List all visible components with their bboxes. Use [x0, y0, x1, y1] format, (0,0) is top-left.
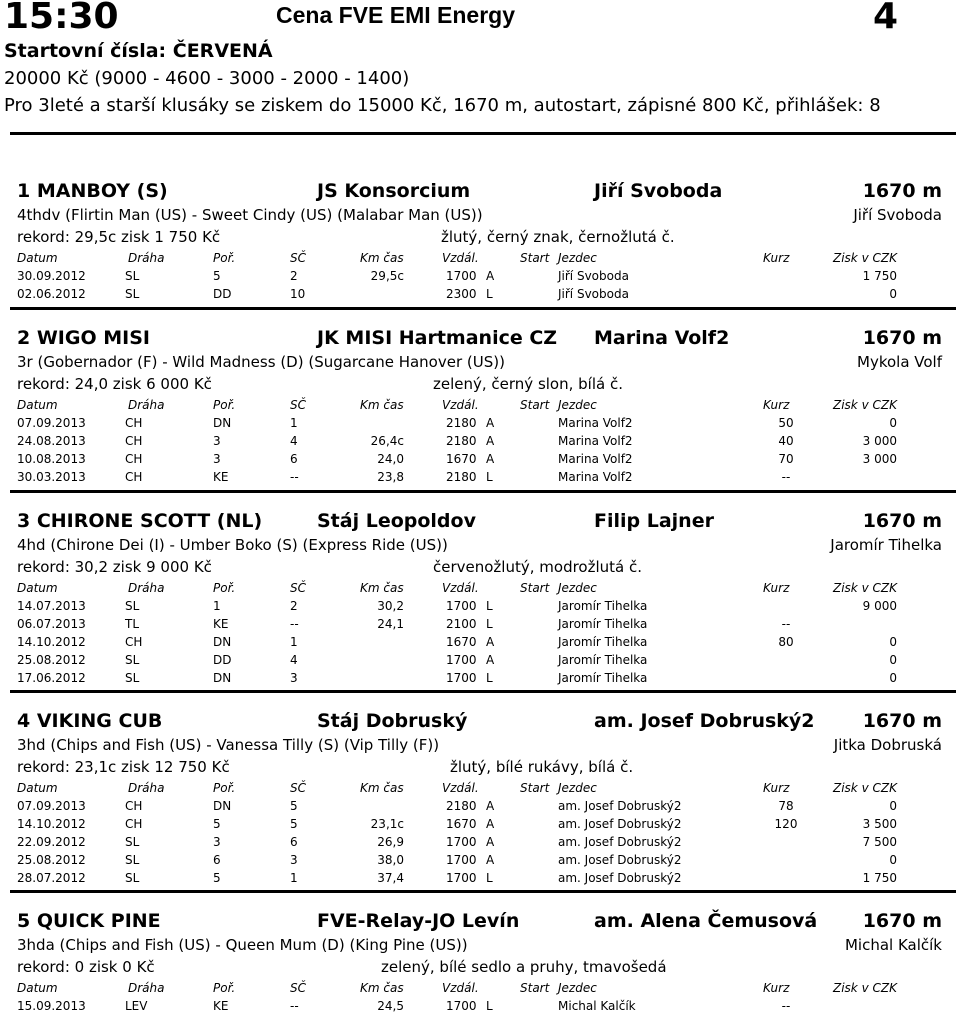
table-cell: 3 [290, 671, 298, 685]
table-cell: 1700 [446, 871, 477, 885]
start-numbers: Startovní čísla: ČERVENÁ [4, 40, 273, 62]
table-cell: 29,5c [370, 269, 404, 283]
table-cell: 26,4c [370, 434, 404, 448]
table-cell: DN [213, 799, 232, 813]
column-header: Datum [17, 581, 58, 595]
table-cell: 1700 [446, 835, 477, 849]
column-header: Km čas [360, 781, 404, 795]
table-cell: 0 [889, 635, 897, 649]
table-cell: -- [290, 617, 299, 631]
table-cell: 2180 [446, 799, 477, 813]
table-cell: 02.06.2012 [17, 287, 86, 301]
table-cell: 3 [290, 853, 298, 867]
table-cell: 6 [290, 452, 298, 466]
entry-title-line [0, 180, 960, 206]
table-cell: 1 [290, 416, 298, 430]
table-row [0, 835, 960, 853]
column-header: Km čas [360, 251, 404, 265]
trainer-name: Filip Lajner [594, 510, 714, 532]
column-header: Datum [17, 398, 58, 412]
column-header: Poř. [213, 781, 236, 795]
form-table-header [0, 251, 960, 269]
table-cell: 30.03.2013 [17, 470, 86, 484]
horse-name: 4 VIKING CUB [17, 710, 163, 732]
table-cell: Marina Volf2 [558, 452, 633, 466]
table-cell: -- [290, 470, 299, 484]
table-cell: 40 [778, 434, 794, 448]
racing-colors: žlutý, bílé rukávy, bílá č. [450, 758, 634, 776]
column-header: Dráha [128, 981, 165, 995]
table-cell: L [486, 287, 493, 301]
table-cell: -- [781, 470, 791, 484]
entry-record-line [0, 758, 960, 780]
horse-name: 5 QUICK PINE [17, 910, 161, 932]
race-distance: 1670 m [862, 180, 942, 202]
entry-record-line [0, 375, 960, 397]
column-header: Zisk v CZK [833, 781, 897, 795]
table-cell: A [486, 835, 495, 849]
table-cell: 3 000 [862, 434, 897, 448]
table-cell: 1 [290, 871, 298, 885]
horse-name: 1 MANBOY (S) [17, 180, 168, 202]
table-cell: 0 [889, 287, 897, 301]
trainer-name: am. Alena Čemusová [594, 910, 818, 932]
table-cell: 17.06.2012 [17, 671, 86, 685]
table-cell: 28.07.2012 [17, 871, 86, 885]
table-cell: CH [125, 470, 143, 484]
entry-title-line [0, 910, 960, 936]
table-cell: 0 [889, 799, 897, 813]
table-cell: 1700 [446, 853, 477, 867]
table-cell: 0 [889, 416, 897, 430]
owner-name: FVE-Relay-JO Levín [317, 910, 520, 932]
trainer-name: Marina Volf2 [594, 327, 730, 349]
table-cell: 23,8 [377, 470, 404, 484]
column-header: Dráha [128, 581, 165, 595]
table-cell: KE [213, 999, 229, 1013]
pedigree: 3r (Gobernador (F) - Wild Madness (D) (Sugarcane Hanover (US)) [17, 353, 505, 371]
table-cell: 0 [889, 671, 897, 685]
table-cell: 30,2 [377, 599, 404, 613]
entry-title-line [0, 327, 960, 353]
table-cell: 2 [290, 269, 298, 283]
table-cell: 0 [889, 853, 897, 867]
table-cell: DN [213, 671, 232, 685]
table-cell: L [486, 599, 493, 613]
table-cell: A [486, 653, 495, 667]
table-cell: 2180 [446, 434, 477, 448]
table-cell: 3 [213, 835, 221, 849]
column-header: Jezdec [558, 581, 597, 595]
driver-name: Jitka Dobruská [833, 736, 942, 754]
table-cell: am. Josef Dobruský2 [558, 799, 682, 813]
table-cell: Jaromír Tihelka [558, 617, 648, 631]
table-cell: 38,0 [377, 853, 404, 867]
table-cell: 24.08.2013 [17, 434, 86, 448]
table-cell: 5 [213, 269, 221, 283]
table-cell: SL [125, 853, 140, 867]
column-header: Km čas [360, 581, 404, 595]
table-row [0, 269, 960, 287]
table-cell: A [486, 416, 495, 430]
column-header: Kurz [763, 981, 790, 995]
column-header: Kurz [763, 251, 790, 265]
table-cell: 1 750 [862, 871, 897, 885]
trainer-name: am. Josef Dobruský2 [594, 710, 815, 732]
entry-pedigree-line [0, 206, 960, 228]
record-earnings: rekord: 24,0 zisk 6 000 Kč [17, 375, 212, 393]
table-cell: CH [125, 799, 143, 813]
table-cell: SL [125, 269, 140, 283]
table-row [0, 671, 960, 689]
table-cell: 1700 [446, 999, 477, 1013]
column-header: SČ [290, 581, 306, 595]
column-header: Zisk v CZK [833, 581, 897, 595]
column-header: SČ [290, 251, 306, 265]
table-cell: 9 000 [862, 599, 897, 613]
table-cell: 2300 [446, 287, 477, 301]
table-cell: CH [125, 434, 143, 448]
table-cell: 24,1 [377, 617, 404, 631]
column-header: Kurz [763, 581, 790, 595]
table-cell: am. Josef Dobruský2 [558, 853, 682, 867]
column-header: Start [520, 781, 550, 795]
column-header: Vzdál. [442, 981, 479, 995]
column-header: Start [520, 581, 550, 595]
table-cell: am. Josef Dobruský2 [558, 871, 682, 885]
table-cell: A [486, 269, 495, 283]
table-cell: 3 [213, 452, 221, 466]
table-cell: 1670 [446, 452, 477, 466]
table-cell: 3 [213, 434, 221, 448]
table-cell: 5 [213, 871, 221, 885]
table-cell: 37,4 [377, 871, 404, 885]
table-cell: 14.10.2012 [17, 635, 86, 649]
racing-colors: červenožlutý, modrožlutá č. [433, 558, 643, 576]
table-cell: 50 [778, 416, 794, 430]
column-header: Km čas [360, 398, 404, 412]
race-distance: 1670 m [862, 510, 942, 532]
table-cell: L [486, 999, 493, 1013]
table-cell: Jaromír Tihelka [558, 599, 648, 613]
table-cell: 06.07.2013 [17, 617, 86, 631]
table-cell: 1670 [446, 635, 477, 649]
table-cell: L [486, 671, 493, 685]
race-distance: 1670 m [862, 710, 942, 732]
pedigree: 3hda (Chips and Fish (US) - Queen Mum (D) (King Pine (US)) [17, 936, 468, 954]
table-cell: 25.08.2012 [17, 853, 86, 867]
table-cell: A [486, 452, 495, 466]
entry-divider [10, 307, 956, 310]
column-header: Poř. [213, 251, 236, 265]
column-header: Zisk v CZK [833, 981, 897, 995]
column-header: SČ [290, 398, 306, 412]
record-earnings: rekord: 0 zisk 0 Kč [17, 958, 155, 976]
table-cell: 5 [290, 799, 298, 813]
table-cell: 1700 [446, 269, 477, 283]
table-cell: SL [125, 287, 140, 301]
header-divider [10, 132, 956, 135]
entry-pedigree-line [0, 536, 960, 558]
column-header: Kurz [763, 781, 790, 795]
race-distance: 1670 m [862, 910, 942, 932]
table-cell: 5 [213, 817, 221, 831]
column-header: Jezdec [558, 251, 597, 265]
table-cell: Marina Volf2 [558, 470, 633, 484]
table-cell: am. Josef Dobruský2 [558, 835, 682, 849]
column-header: Dráha [128, 398, 165, 412]
table-cell: DN [213, 635, 232, 649]
entry-pedigree-line [0, 353, 960, 375]
table-cell: 25.08.2012 [17, 653, 86, 667]
table-cell: SL [125, 871, 140, 885]
column-header: Vzdál. [442, 398, 479, 412]
table-cell: Jaromír Tihelka [558, 671, 648, 685]
table-cell: A [486, 799, 495, 813]
table-cell: 24,5 [377, 999, 404, 1013]
table-cell: L [486, 617, 493, 631]
race-header [0, 0, 960, 135]
table-cell: 70 [778, 452, 794, 466]
table-cell: 15.09.2013 [17, 999, 86, 1013]
table-cell: 23,1c [370, 817, 404, 831]
table-cell: 4 [290, 434, 298, 448]
column-header: Datum [17, 981, 58, 995]
prize-breakdown: 20000 Kč (9000 - 4600 - 3000 - 2000 - 1400) [4, 68, 410, 89]
entry-divider [10, 490, 956, 493]
trainer-name: Jiří Svoboda [594, 180, 723, 202]
column-header: Vzdál. [442, 781, 479, 795]
column-header: Vzdál. [442, 581, 479, 595]
driver-name: Jaromír Tihelka [830, 536, 942, 554]
column-header: Jezdec [558, 781, 597, 795]
table-cell: 0 [889, 653, 897, 667]
table-cell: A [486, 635, 495, 649]
column-header: Km čas [360, 981, 404, 995]
column-header: Poř. [213, 981, 236, 995]
horse-name: 3 CHIRONE SCOTT (NL) [17, 510, 263, 532]
table-cell: 120 [774, 817, 798, 831]
table-cell: Marina Volf2 [558, 416, 633, 430]
table-cell: DD [213, 653, 232, 667]
column-header: SČ [290, 781, 306, 795]
table-cell: A [486, 817, 495, 831]
table-row [0, 470, 960, 488]
table-row [0, 416, 960, 434]
table-row [0, 799, 960, 817]
table-cell: CH [125, 416, 143, 430]
table-cell: 1 [290, 635, 298, 649]
driver-name: Michal Kalčík [844, 936, 942, 954]
table-cell: 26,9 [377, 835, 404, 849]
race-name: Cena FVE EMI Energy [276, 2, 516, 28]
table-cell: SL [125, 599, 140, 613]
entry-pedigree-line [0, 736, 960, 758]
table-row [0, 287, 960, 305]
table-cell: 24,0 [377, 452, 404, 466]
table-cell: 30.09.2012 [17, 269, 86, 283]
driver-name: Mykola Volf [857, 353, 942, 371]
owner-name: Stáj Leopoldov [317, 510, 476, 532]
table-cell: L [486, 470, 493, 484]
column-header: Zisk v CZK [833, 398, 897, 412]
table-cell: 80 [778, 635, 794, 649]
table-cell: 14.07.2013 [17, 599, 86, 613]
column-header: Jezdec [558, 398, 597, 412]
table-row [0, 871, 960, 889]
column-header: Dráha [128, 251, 165, 265]
table-cell: KE [213, 617, 229, 631]
table-cell: 1700 [446, 653, 477, 667]
table-cell: 5 [290, 817, 298, 831]
pedigree: 3hd (Chips and Fish (US) - Vanessa Tilly (S) (Vip Tilly (F)) [17, 736, 440, 754]
table-cell: A [486, 853, 495, 867]
pedigree: 4hd (Chirone Dei (I) - Umber Boko (S) (Express Ride (US)) [17, 536, 448, 554]
column-header: Poř. [213, 398, 236, 412]
table-cell: SL [125, 835, 140, 849]
table-cell: Michal Kalčík [558, 999, 636, 1013]
racing-colors: žlutý, černý znak, černožlutá č. [441, 228, 675, 246]
table-cell: 1700 [446, 671, 477, 685]
table-row [0, 653, 960, 671]
column-header: Dráha [128, 781, 165, 795]
table-cell: L [486, 871, 493, 885]
record-earnings: rekord: 29,5c zisk 1 750 Kč [17, 228, 221, 246]
table-cell: Jaromír Tihelka [558, 653, 648, 667]
table-cell: -- [781, 617, 791, 631]
table-cell: 3 500 [862, 817, 897, 831]
table-cell: 07.09.2013 [17, 416, 86, 430]
table-cell: 1 750 [862, 269, 897, 283]
column-header: Start [520, 251, 550, 265]
table-cell: 10 [290, 287, 306, 301]
driver-name: Jiří Svoboda [853, 206, 942, 224]
table-row [0, 635, 960, 653]
table-cell: DN [213, 416, 232, 430]
table-cell: -- [290, 999, 299, 1013]
table-cell: 6 [290, 835, 298, 849]
table-cell: 78 [778, 799, 794, 813]
race-distance: 1670 m [862, 327, 942, 349]
race-number: 4 [872, 0, 898, 37]
table-cell: 10.08.2013 [17, 452, 86, 466]
entry-record-line [0, 958, 960, 980]
table-row [0, 853, 960, 871]
table-cell: 2180 [446, 416, 477, 430]
table-cell: 1700 [446, 599, 477, 613]
racing-colors: zelený, bílé sedlo a pruhy, tmavošedá [381, 958, 667, 976]
column-header: Kurz [763, 398, 790, 412]
owner-name: JK MISI Hartmanice CZ [317, 327, 558, 349]
column-header: Datum [17, 251, 58, 265]
column-header: Vzdál. [442, 251, 479, 265]
table-cell: 3 000 [862, 452, 897, 466]
table-cell: SL [125, 671, 140, 685]
owner-name: JS Konsorcium [317, 180, 471, 202]
form-table-header [0, 781, 960, 799]
form-table-header [0, 581, 960, 599]
column-header: Start [520, 398, 550, 412]
table-cell: 2100 [446, 617, 477, 631]
column-header: Start [520, 981, 550, 995]
race-conditions: Pro 3leté a starší klusáky se ziskem do 15000 Kč, 1670 m, autostart, zápisné 800 Kč, přihlášek: 8 [4, 95, 881, 116]
table-cell: 22.09.2012 [17, 835, 86, 849]
table-cell: KE [213, 470, 229, 484]
entry-record-line [0, 228, 960, 250]
entry-pedigree-line [0, 936, 960, 958]
record-earnings: rekord: 23,1c zisk 12 750 Kč [17, 758, 230, 776]
race-time: 15:30 [4, 0, 119, 37]
table-row [0, 999, 960, 1017]
table-cell: 2180 [446, 470, 477, 484]
table-row [0, 599, 960, 617]
column-header: Datum [17, 781, 58, 795]
table-cell: TL [125, 617, 140, 631]
table-cell: 14.10.2012 [17, 817, 86, 831]
table-cell: 2 [290, 599, 298, 613]
table-row [0, 434, 960, 452]
table-row [0, 452, 960, 470]
table-cell: Marina Volf2 [558, 434, 633, 448]
table-cell: DD [213, 287, 232, 301]
table-cell: LEV [125, 999, 148, 1013]
table-cell: -- [781, 999, 791, 1013]
table-row [0, 817, 960, 835]
table-cell: 6 [213, 853, 221, 867]
table-cell: 07.09.2013 [17, 799, 86, 813]
racing-colors: zelený, černý slon, bílá č. [433, 375, 623, 393]
table-cell: CH [125, 452, 143, 466]
entry-record-line [0, 558, 960, 580]
table-cell: A [486, 434, 495, 448]
table-cell: 7 500 [862, 835, 897, 849]
table-cell: am. Josef Dobruský2 [558, 817, 682, 831]
table-cell: CH [125, 817, 143, 831]
entry-divider [10, 690, 956, 693]
table-cell: Jiří Svoboda [558, 287, 629, 301]
owner-name: Stáj Dobruský [317, 710, 468, 732]
form-table-header [0, 398, 960, 416]
table-cell: Jiří Svoboda [558, 269, 629, 283]
column-header: Jezdec [558, 981, 597, 995]
table-cell: CH [125, 635, 143, 649]
table-cell: 1 [213, 599, 221, 613]
table-cell: 1670 [446, 817, 477, 831]
table-cell: Jaromír Tihelka [558, 635, 648, 649]
pedigree: 4thdv (Flirtin Man (US) - Sweet Cindy (US) (Malabar Man (US)) [17, 206, 483, 224]
column-header: Zisk v CZK [833, 251, 897, 265]
column-header: Poř. [213, 581, 236, 595]
entry-title-line [0, 510, 960, 536]
record-earnings: rekord: 30,2 zisk 9 000 Kč [17, 558, 212, 576]
entry-divider [10, 890, 956, 893]
entry-title-line [0, 710, 960, 736]
table-cell: SL [125, 653, 140, 667]
table-cell: 4 [290, 653, 298, 667]
table-row [0, 617, 960, 635]
form-table-header [0, 981, 960, 999]
column-header: SČ [290, 981, 306, 995]
horse-name: 2 WIGO MISI [17, 327, 150, 349]
